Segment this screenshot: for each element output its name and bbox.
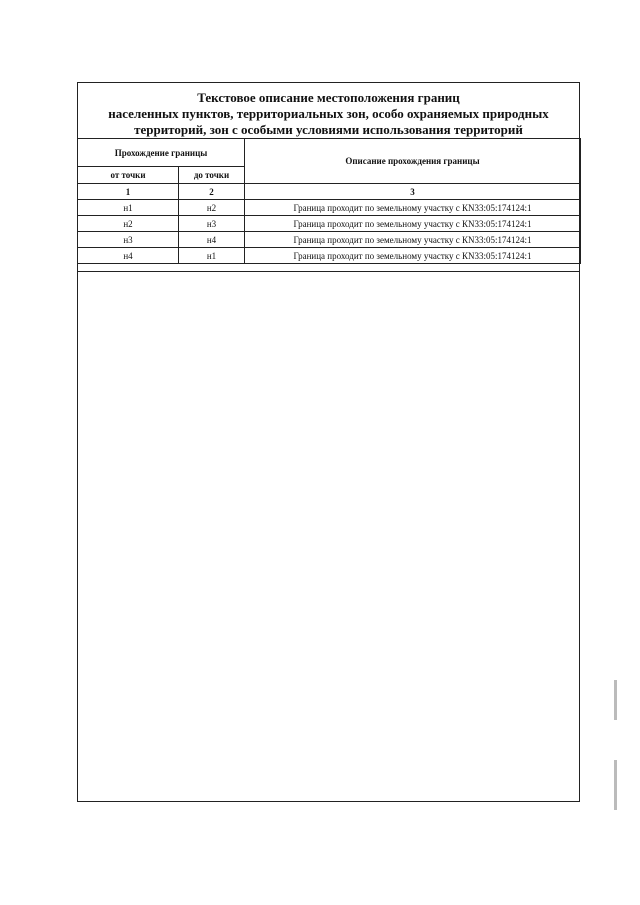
header-desc-cell: Описание прохождения границы <box>245 139 581 184</box>
row-to: н3 <box>179 216 245 232</box>
row-from: н3 <box>78 232 179 248</box>
row-desc: Граница проходит по земельному участку с КN33:05:174124:1 <box>245 216 581 232</box>
table-row <box>78 248 581 264</box>
header-to-cell: до точки <box>179 167 245 184</box>
table-row <box>78 232 581 248</box>
header-group-cell: Прохождение границы <box>78 139 245 167</box>
table-row <box>78 216 581 232</box>
title-line-2: населенных пунктов, территориальных зон, особо охраняемых природных <box>108 106 549 121</box>
title-line-1: Текстовое описание местоположения границ <box>197 90 460 105</box>
row-desc: Граница проходит по земельному участку с КN33:05:174124:1 <box>245 200 581 216</box>
header-from-cell: от точки <box>78 167 179 184</box>
row-from: н4 <box>78 248 179 264</box>
col-number-2: 2 <box>179 184 245 200</box>
row-to: н1 <box>179 248 245 264</box>
row-from: н2 <box>78 216 179 232</box>
table-row <box>78 200 581 216</box>
scan-edge-mark <box>614 760 617 810</box>
document-title <box>78 83 579 137</box>
boundary-table <box>77 138 581 264</box>
scan-edge-mark <box>614 680 617 720</box>
row-to: н2 <box>179 200 245 216</box>
row-desc: Граница проходит по земельному участку с КN33:05:174124:1 <box>245 248 581 264</box>
row-to: н4 <box>179 232 245 248</box>
row-from: н1 <box>78 200 179 216</box>
col-number-1: 1 <box>78 184 179 200</box>
col-number-3: 3 <box>245 184 581 200</box>
document-frame <box>77 82 580 802</box>
title-line-3: территорий, зон с особыми условиями использования территорий <box>134 122 523 137</box>
row-desc: Граница проходит по земельному участку с КN33:05:174124:1 <box>245 232 581 248</box>
table-bottom-rule <box>78 271 579 272</box>
